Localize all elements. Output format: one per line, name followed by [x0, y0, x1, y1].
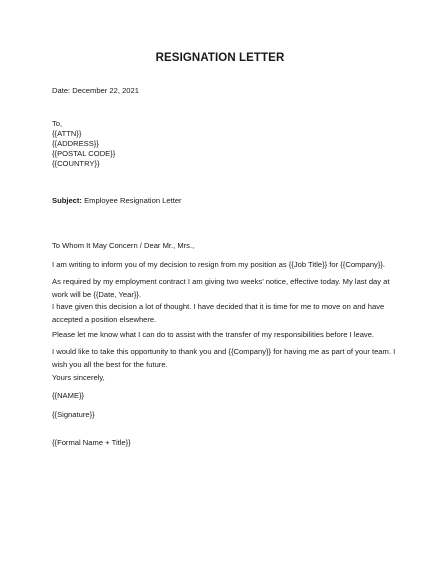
address-country: {{COUNTRY}}	[52, 159, 100, 168]
subject-line	[52, 196, 182, 206]
signature: {{Signature}}	[52, 410, 95, 419]
paragraph-4	[52, 329, 392, 342]
paragraph-line: I would like to take this opportunity to thank you and {{Company}} for having me as part of your team. I	[52, 347, 396, 356]
paragraph-line: work will be {{Date, Year}}.	[52, 289, 142, 299]
paragraph-line: I have given this decision a lot of thought. I have decided that it is time for me to move on and have	[52, 302, 385, 311]
formal-name-title: {{Formal Name + Title}}	[52, 438, 131, 447]
subject-label: Subject:	[52, 196, 82, 205]
letter-date: Date: December 22, 2021	[52, 86, 139, 95]
paragraph-line: accepted a position elsewhere.	[52, 314, 157, 324]
address-line: {{ADDRESS}}	[52, 139, 99, 148]
sender-name: {{NAME}}	[52, 391, 85, 400]
paragraph-line: wish you all the best for the future.	[52, 359, 168, 369]
address-attn: {{ATTN}}	[52, 129, 82, 138]
paragraph-line: As required by my employment contract I am giving two weeks’ notice, effective today. My last day at	[52, 277, 390, 286]
address-postal-code: {{POSTAL CODE}}	[52, 149, 116, 158]
paragraph-line: Please let me know what I can do to assist with the transfer of my responsibilities before I leave.	[52, 330, 375, 339]
greeting: To Whom It May Concern / Dear Mr., Mrs.,	[52, 241, 195, 250]
paragraph-5	[52, 346, 396, 371]
paragraph-1	[52, 259, 392, 272]
paragraph-line: I am writing to inform you of my decision to resign from my position as {{Job Title}} for {{Company}}.	[52, 260, 386, 269]
paragraph-2	[52, 276, 392, 301]
letter-title: RESIGNATION LETTER	[155, 52, 285, 64]
closing: Yours sincerely,	[52, 373, 105, 382]
address-to: To,	[52, 119, 63, 128]
subject-text: Employee Resignation Letter	[81, 196, 182, 205]
paragraph-3	[52, 301, 392, 326]
